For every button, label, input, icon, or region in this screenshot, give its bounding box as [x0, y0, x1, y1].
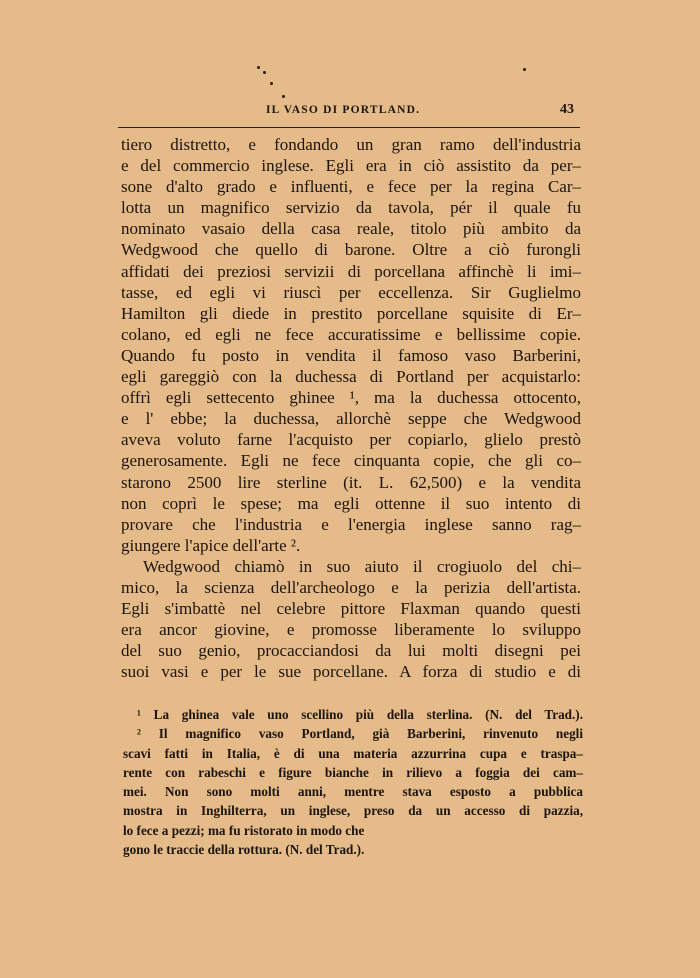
text-line: non coprì le spese; ma egli ottenne il suo intento di: [121, 493, 581, 513]
text-line: giungere l'apice dell'arte ².: [121, 535, 301, 555]
text-line: Quando fu posto in vendita il famoso vaso Barberini,: [121, 345, 581, 365]
page-number: 43: [560, 102, 574, 117]
footnote-line: gono le traccie della rottura. (N. del Trad.).: [123, 842, 365, 858]
text-line: nominato vasaio della casa reale, titolo più ambito da: [121, 219, 581, 239]
text-line: starono 2500 lire sterline (it. L. 62,500) e la vendita: [121, 472, 581, 492]
footnote-line: scavi fatti in Italia, è di una materia azzurrina cupa e traspa–: [123, 745, 583, 761]
text-line: Wedgwood che quello di barone. Oltre a ciò furongli: [121, 240, 581, 260]
footnote-line: mostra in Inghilterra, un inglese, preso da un accesso di pazzia,: [123, 803, 583, 819]
footnote-line: ¹ La ghinea vale uno scellino più della sterlina. (N. del Trad.).: [137, 707, 583, 722]
text-line: e del commercio inglese. Egli era in ciò assistito da per–: [121, 156, 581, 176]
text-line: Wedgwood chiamò in suo aiuto il crogiuolo del chi–: [143, 556, 581, 576]
text-line: affidati dei preziosi servizii di porcellana affinchè li imi–: [121, 261, 581, 281]
footnotes: [123, 705, 583, 859]
text-line: generosamente. Egli ne fece cinquanta copie, che gli co–: [121, 451, 581, 471]
text-line: tiero distretto, e fondando un gran ramo dell'industria: [121, 135, 581, 154]
text-line: era ancor giovine, e promosse liberamente lo sviluppo: [121, 620, 581, 640]
text-line: sone d'alto grado e influenti, e fece per la regina Car–: [121, 177, 581, 197]
footnote-line: rente con rabeschi e figure bianche in rilievo a foggia dei cam–: [123, 764, 583, 780]
text-line: del suo genio, procacciandosi da lui molti disegni pei: [121, 641, 581, 661]
page-header: [118, 104, 580, 126]
footnote-line: mei. Non sono molti anni, mentre stava esposto a pubblica: [123, 784, 583, 800]
text-line: Egli s'imbattè nel celebre pittore Flaxman quando questi: [121, 599, 581, 619]
text-line: colano, ed egli ne fece accuratissime e bellissime copie.: [121, 324, 581, 344]
text-line: suoi vasi e per le sue porcellane. A forza di studio e di: [121, 662, 581, 682]
header-rule: [118, 127, 580, 128]
text-line: offrì egli settecento ghinee ¹, ma la duchessa ottocento,: [121, 388, 581, 408]
text-line: Hamilton gli diede in prestito porcellane squisite di Er–: [121, 303, 581, 323]
body-text: [121, 134, 581, 682]
footnote-line: ² Il magnifico vaso Portland, già Barberini, rinvenuto negli: [137, 726, 583, 742]
text-line: lotta un magnifico servizio da tavola, pér il quale fu: [121, 198, 581, 218]
text-line: mico, la scienza dell'archeologo e la perizia dell'artista.: [121, 577, 581, 597]
text-line: egli gareggiò con la duchessa di Portland per acquistarlo:: [121, 367, 581, 387]
running-title: IL VASO DI PORTLAND.: [266, 104, 421, 116]
text-line: e l' ebbe; la duchessa, allorchè seppe che Wedgwood: [121, 409, 581, 429]
footnote-line: lo fece a pezzi; ma fu ristorato in modo che: [123, 822, 365, 838]
text-line: provare che l'industria e l'energia inglese sanno rag–: [121, 514, 581, 534]
text-line: aveva voluto farne l'acquisto per copiarlo, glielo prestò: [121, 430, 581, 450]
text-line: tasse, ed egli vi riuscì per eccellenza. Sir Guglielmo: [121, 282, 581, 302]
